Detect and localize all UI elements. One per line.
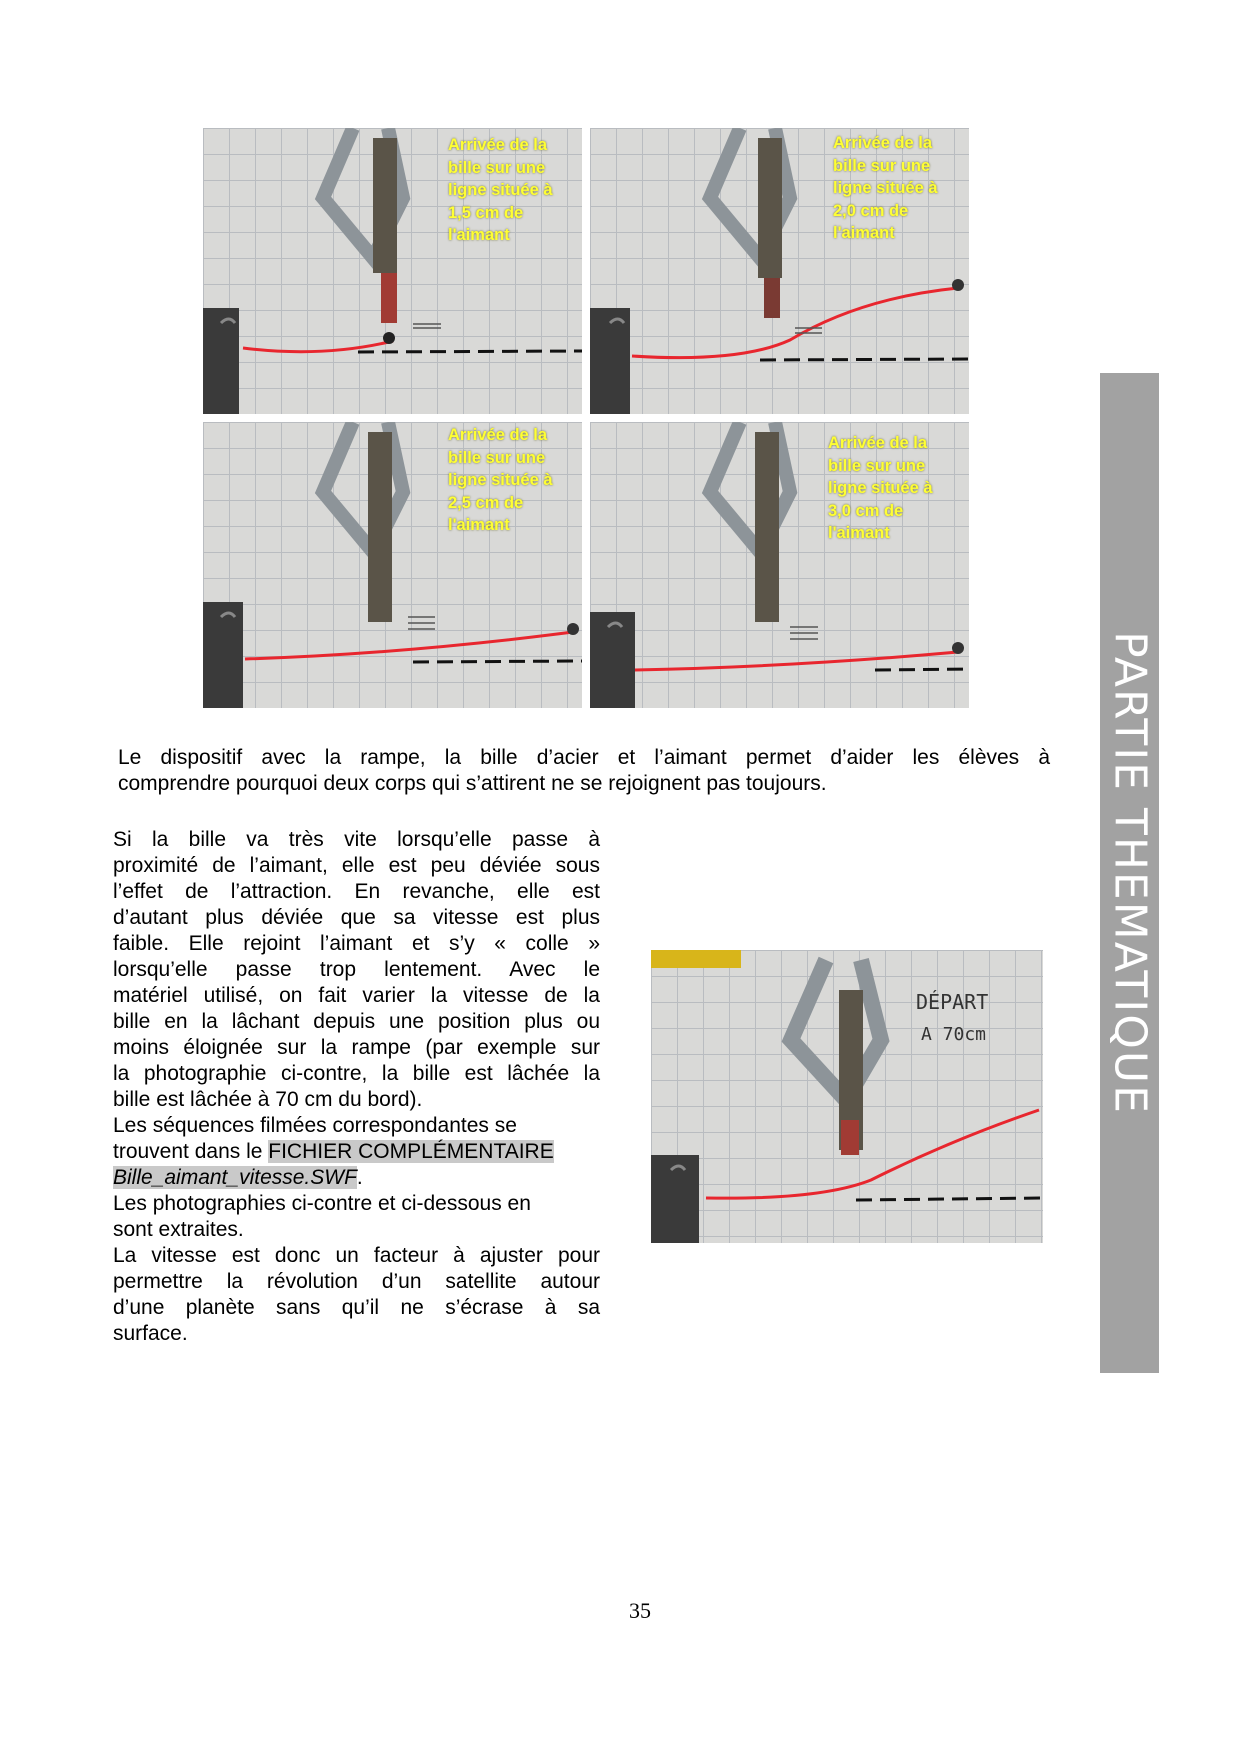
photo-1-caption: Arrivée de la bille sur une ligne située à 1,5 cm de l'aimant	[448, 136, 553, 244]
text-line: Les séquences filmées correspondantes se	[113, 1114, 517, 1137]
departure-label-line2: A 70cm	[921, 1024, 987, 1045]
text-line: moins éloignée sur la rampe (par exemple sur	[113, 1036, 600, 1059]
text-line: La vitesse est donc un facteur à ajuster pour	[113, 1244, 600, 1267]
supplementary-file-label: FICHIER COMPLÉMENTAIRE	[268, 1140, 554, 1163]
file-intro-text: trouvent dans le	[113, 1140, 269, 1163]
supplementary-file-name: Bille_aimant_vitesse.SWF	[113, 1166, 357, 1189]
photo-4-caption: Arrivée de la bille sur une ligne située à 3,0 cm de l'aimant	[828, 434, 933, 542]
photo-departure-70cm	[651, 950, 1043, 1243]
text-line	[113, 1165, 600, 1191]
photo-ball-2-0cm	[590, 128, 969, 414]
page-number: 35	[629, 1598, 651, 1623]
text-line: matériel utilisé, on fait varier la vitesse de la	[113, 984, 600, 1007]
text-line: Les photographies ci-contre et ci-dessous en	[113, 1192, 531, 1215]
text-line: bille en la lâchant depuis une position plus ou	[113, 1010, 600, 1033]
photo-ball-2-5cm	[203, 422, 582, 708]
text-line	[113, 1139, 600, 1165]
explanation-paragraph	[113, 827, 600, 1347]
photo-3-caption: Arrivée de la bille sur une ligne située à 2,5 cm de l'aimant	[448, 426, 553, 534]
text-line: proximité de l’aimant, elle est peu déviée sous	[113, 854, 600, 877]
text-line: d’une planète sans qu’il ne s’écrase à sa	[113, 1296, 600, 1319]
text-line: la photographie ci-contre, la bille est lâchée la	[113, 1062, 600, 1085]
text-line: faible. Elle rejoint l’aimant et s’y « colle »	[113, 932, 600, 955]
text-line: lorsqu’elle passe trop lentement. Avec le	[113, 958, 600, 981]
photo-ball-3-0cm	[590, 422, 969, 708]
text-line: sont extraites.	[113, 1218, 244, 1241]
file-suffix: .	[356, 1166, 363, 1189]
text-line: surface.	[113, 1322, 188, 1345]
photo-2-caption: Arrivée de la bille sur une ligne située à 2,0 cm de l'aimant	[833, 134, 938, 242]
text-line: d’autant plus déviée que sa vitesse est plus	[113, 906, 600, 929]
section-sidebar-tab	[1100, 373, 1159, 1373]
section-sidebar-label: PARTIE THEMATIQUE	[1104, 631, 1155, 1115]
text-line: permettre la révolution d’un satellite autour	[113, 1270, 600, 1293]
text-line: Le dispositif avec la rampe, la bille d’acier et l’aimant permet d’aider les élèves à	[118, 746, 1050, 769]
intro-paragraph	[118, 745, 1050, 797]
text-line: comprendre pourquoi deux corps qui s’attirent ne se rejoignent pas toujours.	[118, 772, 827, 795]
text-line: l’effet de l’attraction. En revanche, elle est	[113, 880, 600, 903]
departure-label-line1: DÉPART	[916, 990, 989, 1014]
photo-ball-1-5cm	[203, 128, 582, 414]
text-line: bille est lâchée à 70 cm du bord).	[113, 1088, 423, 1111]
text-line: Si la bille va très vite lorsqu’elle passe à	[113, 828, 600, 851]
